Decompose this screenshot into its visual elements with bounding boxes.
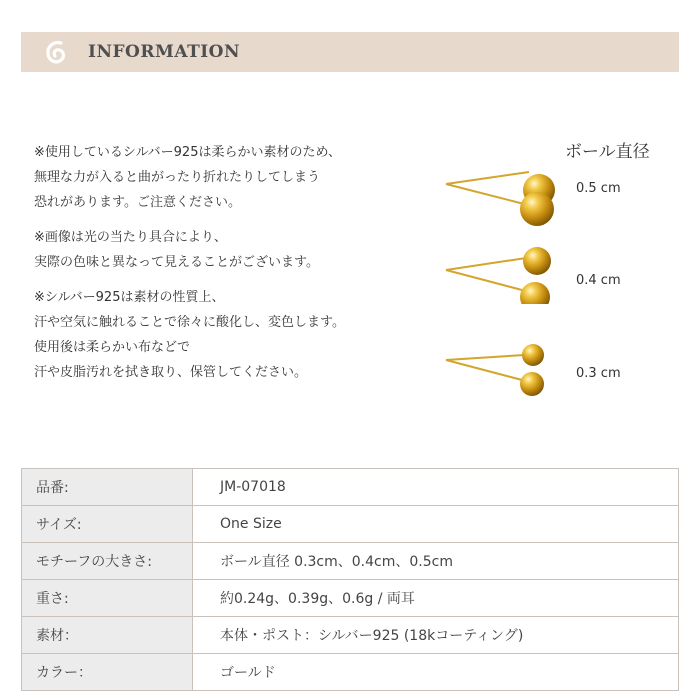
table-row [22, 506, 679, 543]
spec-value-size: One Size [193, 506, 679, 543]
information-header [21, 32, 679, 72]
spec-value-product-code: JM-07018 [193, 469, 679, 506]
note-line: 無理な力が入ると曲がったり折れたりしてしまう [34, 170, 321, 185]
table-row [22, 543, 679, 580]
spec-label-product-code: 品番: [22, 469, 193, 506]
earring-illustration-small [444, 338, 564, 398]
spec-table [21, 468, 679, 691]
spec-label-material: 素材： [22, 617, 193, 654]
note-line: 恐れがあります。ご注意ください。 [34, 195, 241, 210]
table-row [22, 469, 679, 506]
spec-value-color: ゴールド [193, 654, 679, 691]
header-title: INFORMATION [88, 42, 241, 62]
table-row [22, 580, 679, 617]
spec-label-weight: 重さ: [22, 580, 193, 617]
note-material-softness [34, 140, 434, 215]
spec-label-motif-size: モチーフの大きさ: [22, 543, 193, 580]
spec-label-size: サイズ: [22, 506, 193, 543]
note-color-difference [34, 225, 434, 275]
spiral-logo-icon [41, 37, 71, 67]
size-label-medium: 0.4 cm [576, 273, 621, 288]
spec-value-weight: 約0.24g、0.39g、0.6g / 両耳 [193, 580, 679, 617]
note-line: ※画像は光の当たり具合により、 [34, 230, 227, 245]
spec-label-color: カラー： [22, 654, 193, 691]
note-line: 使用後は柔らかい布などで [34, 340, 191, 355]
care-notes [34, 140, 434, 385]
note-line: ※シルバー925は素材の性質上、 [34, 290, 225, 305]
note-line: 汗や空気に触れることで徐々に酸化し、変色します。 [34, 315, 345, 330]
earring-illustration-medium [444, 244, 564, 304]
note-line: ※使用しているシルバー925は柔らかい素材のため、 [34, 145, 341, 160]
size-label-large: 0.5 cm [576, 181, 621, 196]
note-oxidation [34, 285, 434, 385]
spec-value-material: 本体・ポスト：シルバー925 (18kコーティング) [193, 617, 679, 654]
earring-illustration-large [444, 170, 564, 230]
table-row [22, 654, 679, 691]
spec-value-motif-size: ボール直径 0.3cm、0.4cm、0.5cm [193, 543, 679, 580]
size-label-small: 0.3 cm [576, 366, 621, 381]
note-line: 実際の色味と異なって見えることがございます。 [34, 255, 319, 270]
ball-diameter-title: ボール直径 [565, 142, 650, 162]
table-row [22, 617, 679, 654]
note-line: 汗や皮脂汚れを拭き取り、保管してください。 [34, 365, 308, 380]
